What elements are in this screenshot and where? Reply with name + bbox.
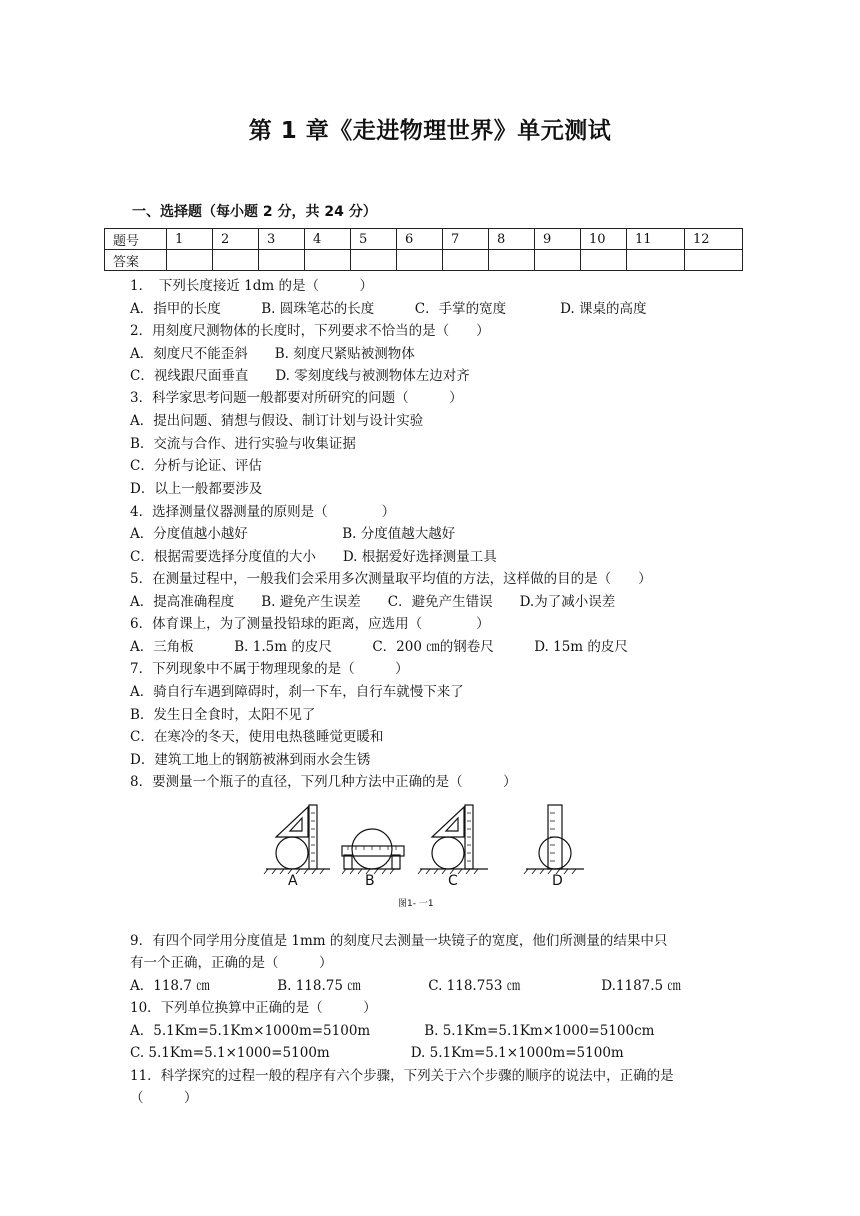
question-10-option-ab: A．5.1Km=5.1Km×1000m=5100m B. 5.1Km=5.1Km×1000=5100cm (130, 1023, 655, 1039)
figure-label-c: C (448, 873, 458, 889)
header-cell: 题号 (105, 229, 167, 250)
figure-label-a: A (288, 873, 298, 889)
question-8: 8．要测量一个瓶子的直径，下列几种方法中正确的是（ ） (130, 774, 517, 790)
answer-cell[interactable] (259, 250, 305, 271)
answer-cell[interactable] (489, 250, 535, 271)
question-2: 2．用刻度尺测物体的长度时，下列要求不恰当的是（ ） (130, 323, 490, 339)
question-2-option-ab: A．刻度尺不能歪斜 B. 刻度尺紧贴被测物体 (130, 346, 415, 362)
number-cell: 7 (443, 229, 489, 250)
answer-label-cell: 答案 (105, 250, 167, 271)
number-cell: 2 (213, 229, 259, 250)
answer-cell[interactable] (305, 250, 351, 271)
table-row-answers (105, 250, 743, 271)
question-4-option-cd: C．根据需要选择分度值的大小 D. 根据爱好选择测量工具 (130, 549, 497, 565)
question-1-options: A．指甲的长度 B. 圆珠笔芯的长度 C．手掌的宽度 D. 课桌的高度 (130, 301, 647, 317)
figure-b (342, 829, 404, 874)
answer-cell[interactable] (443, 250, 489, 271)
question-10-option-cd: C. 5.1Km=5.1×1000=5100m D. 5.1Km=5.1×1000m=5100m (130, 1045, 624, 1061)
number-cell: 11 (627, 229, 685, 250)
answer-cell[interactable] (535, 250, 581, 271)
question-9: 9．有四个同学用分度值是 1mm 的刻度尺去测量一块镜子的宽度，他们所测量的结果中只 (130, 933, 668, 949)
question-11-cont: （ ） (130, 1090, 198, 1106)
number-cell: 3 (259, 229, 305, 250)
answer-cell[interactable] (581, 250, 627, 271)
figure-caption: 图1- 一1 (398, 899, 434, 909)
question-10: 10．下列单位换算中正确的是（ ） (130, 1000, 377, 1016)
page-title: 第 1 章《走进物理世界》单元测试 (248, 118, 612, 144)
number-cell: 8 (489, 229, 535, 250)
figure-label-b: B (365, 873, 375, 889)
question-5: 5．在测量过程中，一般我们会采用多次测量取平均值的方法，这样做的目的是（ ） (130, 571, 652, 587)
answer-cell[interactable] (627, 250, 685, 271)
question-3: 3．科学家思考问题一般都要对所研究的问题（ ） (130, 390, 463, 406)
question-7-option-b: B．发生日全食时，太阳不见了 (130, 707, 316, 723)
number-cell: 5 (351, 229, 397, 250)
question-3-option-b: B．交流与合作、进行实验与收集证据 (130, 436, 356, 452)
figure-a (264, 805, 330, 874)
question-4: 4．选择测量仪器测量的原则是（ ） (130, 504, 396, 520)
number-cell: 1 (167, 229, 213, 250)
question-9-cont: 有一个正确，正确的是（ ） (130, 955, 333, 971)
question-11: 11．科学探究的过程一般的程序有六个步骤，下列关于六个步骤的顺序的说法中，正确的是 (130, 1068, 674, 1084)
number-cell: 10 (581, 229, 627, 250)
question-3-option-a: A．提出问题、猜想与假设、制订计划与设计实验 (130, 413, 424, 429)
question-3-option-d: D．以上一般都要涉及 (130, 481, 263, 497)
question-6-options: A．三角板 B. 1.5m 的皮尺 C．200 ㎝的钢卷尺 D. 15m 的皮尺 (130, 639, 628, 655)
table-row-numbers (105, 229, 743, 250)
question-6: 6．体育课上，为了测量投铅球的距离，应选用（ ） (130, 616, 490, 632)
question-5-options: A．提高准确程度 B. 避免产生误差 C．避免产生错误 D.为了减小误差 (130, 594, 616, 610)
question-9-options: A．118.7 ㎝ B. 118.75 ㎝ C. 118.753 ㎝ D.1187.5 ㎝ (130, 978, 681, 994)
answer-cell[interactable] (397, 250, 443, 271)
question-1: 1． 下列长度接近 1dm 的是（ ） (130, 278, 373, 294)
answer-cell[interactable] (685, 250, 743, 271)
question-3-option-c: C．分析与论证、评估 (130, 458, 262, 474)
answer-cell[interactable] (167, 250, 213, 271)
figure-label-d: D (552, 873, 563, 889)
question-2-option-cd: C．视线跟尺面垂直 D. 零刻度线与被测物体左边对齐 (130, 368, 470, 384)
answer-cell[interactable] (351, 250, 397, 271)
question-7-option-c: C．在寒冷的冬天，使用电热毯睡觉更暖和 (130, 729, 384, 745)
question-7: 7．下列现象中不属于物理现象的是（ ） (130, 661, 409, 677)
number-cell: 4 (305, 229, 351, 250)
figure-c (418, 805, 488, 874)
number-cell: 6 (397, 229, 443, 250)
section-heading: 一、选择题（每小题 2 分，共 24 分） (132, 204, 377, 220)
question-4-option-ab: A．分度值越小越好 B. 分度值越大越好 (130, 526, 456, 542)
answer-cell[interactable] (213, 250, 259, 271)
figure-d (524, 805, 584, 874)
question-7-option-d: D．建筑工地上的钢筋被淋到雨水会生锈 (130, 752, 371, 768)
answer-table (104, 228, 743, 271)
number-cell: 12 (685, 229, 743, 250)
question-7-option-a: A．骑自行车遇到障碍时，刹一下车，自行车就慢下来了 (130, 684, 464, 700)
number-cell: 9 (535, 229, 581, 250)
